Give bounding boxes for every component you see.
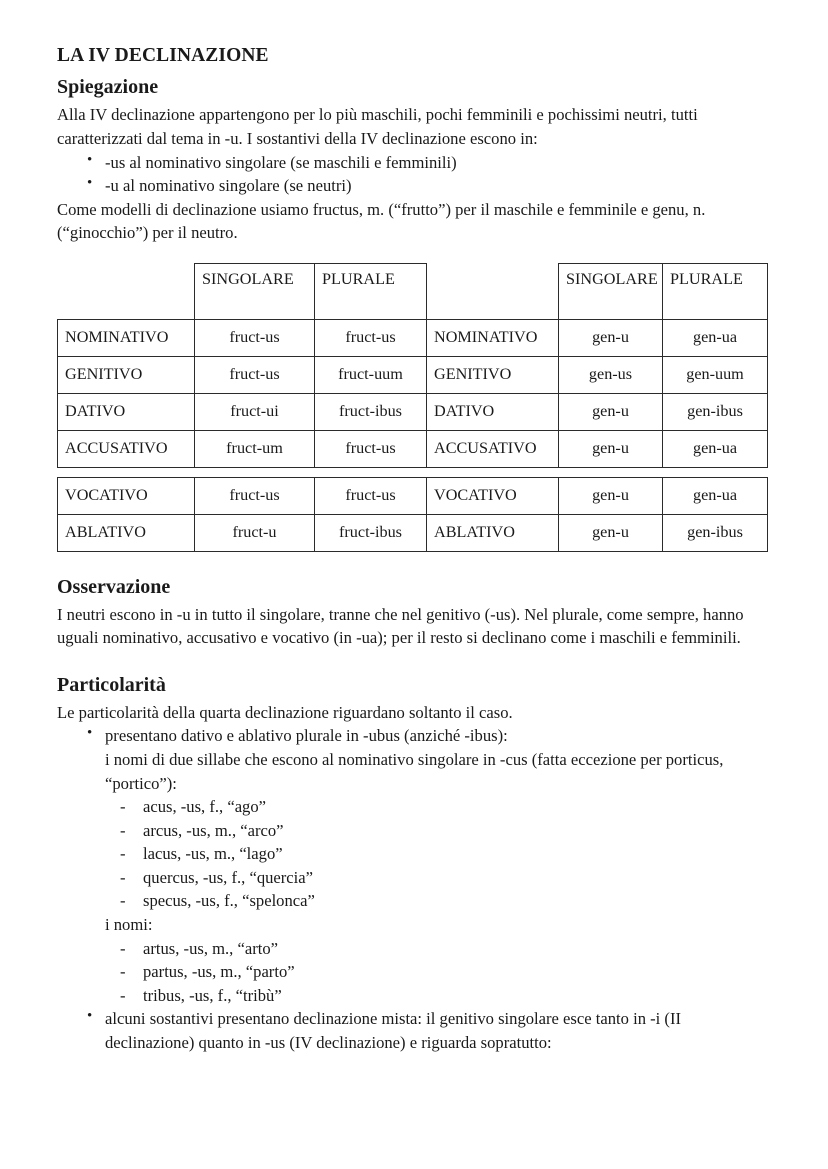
- list-item: - tribus, -us, f., “tribù”: [57, 984, 770, 1008]
- spiegazione-bullet-list: [57, 151, 770, 198]
- case-label-neut: NOMINATIVO: [427, 319, 559, 356]
- list-item: - quercus, -us, f., “quercia”: [57, 866, 770, 890]
- form-singular-neut: gen-us: [559, 356, 663, 393]
- section-heading-particolarita: Particolarità: [57, 673, 166, 696]
- case-label-masc: GENITIVO: [58, 356, 195, 393]
- form-plural-neut: gen-ua: [663, 319, 768, 356]
- form-singular-masc: fruct-us: [195, 319, 315, 356]
- case-label-masc: VOCATIVO: [58, 477, 195, 514]
- form-plural-neut: gen-uum: [663, 356, 768, 393]
- list-item: - specus, -us, f., “spelonca”: [57, 889, 770, 913]
- form-plural-masc: fruct-ibus: [315, 514, 427, 551]
- form-plural-masc: fruct-us: [315, 477, 427, 514]
- list-item: - artus, -us, m., “arto”: [57, 937, 770, 961]
- list-item: • -u al nominativo singolare (se neutri): [57, 174, 770, 198]
- case-label-masc: ACCUSATIVO: [58, 430, 195, 467]
- page-title: LA IV DECLINAZIONE: [57, 45, 269, 66]
- list-item: • alcuni sostantivi presentano declinazione mista: il genitivo singolare esce tanto in -i (II declinazione) quanto in -us (IV declinazione) e riguarda sopratutto:: [57, 1007, 770, 1054]
- form-plural-neut: gen-ua: [663, 477, 768, 514]
- table-row: [58, 393, 768, 430]
- corner-cell-left: [58, 263, 195, 319]
- particolarita-intro-paragraph: Le particolarità della quarta declinazione riguardano soltanto il caso.: [57, 702, 513, 722]
- case-label-neut: ACCUSATIVO: [427, 430, 559, 467]
- case-label-masc: ABLATIVO: [58, 514, 195, 551]
- spiegazione-intro-paragraph: Alla IV declinazione appartengono per lo più maschili, pochi femminili e pochissimi neutri, tutti caratterizzati dal tema in -u. I sostantivi della IV declinazione escono in:: [57, 105, 698, 148]
- section-heading-spiegazione: Spiegazione: [57, 76, 159, 99]
- table-row: [58, 319, 768, 356]
- form-plural-masc: fruct-us: [315, 430, 427, 467]
- case-label-neut: ABLATIVO: [427, 514, 559, 551]
- case-label-masc: DATIVO: [58, 393, 195, 430]
- form-singular-masc: fruct-ui: [195, 393, 315, 430]
- noun-list-other: [57, 937, 770, 1008]
- column-header-plural-neut: PLURALE: [663, 263, 768, 319]
- spiegazione-outro-paragraph: Come modelli di declinazione usiamo fructus, m. (“frutto”) per il maschile e femminile e genu, n. (“ginocchio”) per il neutro.: [57, 199, 706, 243]
- declension-table-part-2: [57, 477, 768, 552]
- table-row: [58, 430, 768, 467]
- column-header-plural-masc: PLURALE: [315, 263, 427, 319]
- form-singular-masc: fruct-us: [195, 477, 315, 514]
- table-row: [58, 514, 768, 551]
- form-plural-neut: gen-ua: [663, 430, 768, 467]
- particolarita-bullet-list-2: [57, 1007, 770, 1054]
- list-item: - acus, -us, f., “ago”: [57, 795, 770, 819]
- form-singular-masc: fruct-u: [195, 514, 315, 551]
- case-label-neut: VOCATIVO: [427, 477, 559, 514]
- case-label-neut: GENITIVO: [427, 356, 559, 393]
- column-header-singular-masc: SINGOLARE: [195, 263, 315, 319]
- particolarita-bullet-list: [57, 724, 770, 748]
- form-singular-neut: gen-u: [559, 430, 663, 467]
- list-item: - arcus, -us, m., “arco”: [57, 819, 770, 843]
- form-plural-masc: fruct-us: [315, 319, 427, 356]
- case-label-masc: NOMINATIVO: [58, 319, 195, 356]
- form-plural-masc: fruct-ibus: [315, 393, 427, 430]
- form-plural-neut: gen-ibus: [663, 393, 768, 430]
- section-heading-osservazione: Osservazione: [57, 575, 171, 598]
- form-plural-neut: gen-ibus: [663, 514, 768, 551]
- form-singular-neut: gen-u: [559, 393, 663, 430]
- noun-list-cus: [57, 795, 770, 913]
- form-singular-neut: gen-u: [559, 319, 663, 356]
- list-item: - lacus, -us, m., “lago”: [57, 842, 770, 866]
- form-singular-masc: fruct-us: [195, 356, 315, 393]
- osservazione-paragraph: I neutri escono in -u in tutto il singolare, tranne che nel genitivo (-us). Nel plurale, come sempre, hanno uguali nominativo, accusativo e vocativo (in -ua); per il resto si declinano come i maschili e femminili.: [57, 604, 744, 648]
- declension-table-part-1: [57, 263, 768, 468]
- table-separator-gap: [57, 468, 770, 477]
- table-row: [58, 477, 768, 514]
- particolarita-subtext-1: i nomi di due sillabe che escono al nominativo singolare in -cus (fatta eccezione per porticus, “portico”):: [105, 750, 724, 793]
- particolarita-subtext-2: i nomi:: [105, 914, 153, 934]
- table-header-row: [58, 263, 768, 319]
- corner-cell-middle: [427, 263, 559, 319]
- list-item: • -us al nominativo singolare (se maschili e femminili): [57, 151, 770, 175]
- form-singular-neut: gen-u: [559, 477, 663, 514]
- table-row: [58, 356, 768, 393]
- form-plural-masc: fruct-uum: [315, 356, 427, 393]
- list-item: - partus, -us, m., “parto”: [57, 960, 770, 984]
- list-item: • presentano dativo e ablativo plurale in -ubus (anziché -ibus):: [57, 724, 770, 748]
- column-header-singular-neut: SINGOLARE: [559, 263, 663, 319]
- form-singular-neut: gen-u: [559, 514, 663, 551]
- form-singular-masc: fruct-um: [195, 430, 315, 467]
- case-label-neut: DATIVO: [427, 393, 559, 430]
- declension-tables: [57, 263, 770, 552]
